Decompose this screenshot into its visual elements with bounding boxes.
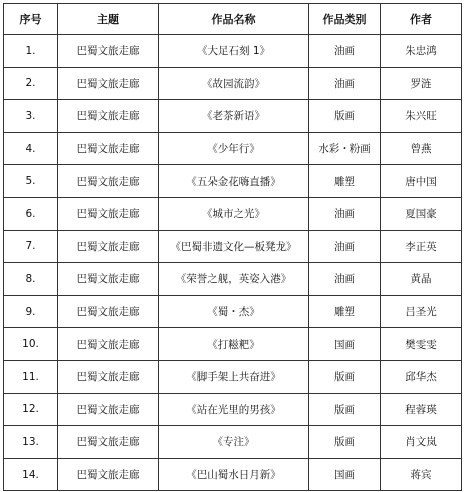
cell-index: 4. bbox=[4, 132, 58, 165]
cell-index: 2. bbox=[4, 67, 58, 100]
cell-title: 《荣誉之舰，英姿入港》 bbox=[159, 263, 309, 296]
cell-category: 版画 bbox=[309, 426, 381, 459]
cell-category: 雕塑 bbox=[309, 165, 381, 198]
header-index: 序号 bbox=[4, 4, 58, 35]
cell-theme: 巴蜀文旅走廊 bbox=[58, 263, 159, 296]
cell-author: 李正英 bbox=[381, 230, 462, 263]
cell-index: 6. bbox=[4, 197, 58, 230]
cell-title: 《打糍粑》 bbox=[159, 328, 309, 361]
cell-index: 10. bbox=[4, 328, 58, 361]
cell-title: 《老茶新语》 bbox=[159, 100, 309, 133]
cell-category: 雕塑 bbox=[309, 295, 381, 328]
cell-theme: 巴蜀文旅走廊 bbox=[58, 132, 159, 165]
cell-title: 《巴蜀非遗文化—板凳龙》 bbox=[159, 230, 309, 263]
header-row bbox=[4, 4, 462, 35]
cell-index: 9. bbox=[4, 295, 58, 328]
cell-category: 国画 bbox=[309, 328, 381, 361]
cell-index: 12. bbox=[4, 393, 58, 426]
cell-category: 油画 bbox=[309, 230, 381, 263]
cell-author: 肖文岚 bbox=[381, 426, 462, 459]
cell-theme: 巴蜀文旅走廊 bbox=[58, 393, 159, 426]
header-author: 作者 bbox=[381, 4, 462, 35]
cell-title: 《少年行》 bbox=[159, 132, 309, 165]
table-row bbox=[4, 426, 462, 459]
table-row bbox=[4, 132, 462, 165]
cell-author: 曾燕 bbox=[381, 132, 462, 165]
table-row bbox=[4, 100, 462, 133]
cell-title: 《故园流韵》 bbox=[159, 67, 309, 100]
cell-title: 《专注》 bbox=[159, 426, 309, 459]
cell-title: 《蜀・杰》 bbox=[159, 295, 309, 328]
table-row bbox=[4, 263, 462, 296]
cell-author: 朱兴旺 bbox=[381, 100, 462, 133]
table-row bbox=[4, 165, 462, 198]
cell-index: 1. bbox=[4, 35, 58, 68]
cell-theme: 巴蜀文旅走廊 bbox=[58, 295, 159, 328]
cell-category: 国画 bbox=[309, 458, 381, 491]
header-title: 作品名称 bbox=[159, 4, 309, 35]
cell-title: 《五朵金花嗨直播》 bbox=[159, 165, 309, 198]
cell-title: 《站在光里的男孩》 bbox=[159, 393, 309, 426]
cell-theme: 巴蜀文旅走廊 bbox=[58, 67, 159, 100]
table-row bbox=[4, 35, 462, 68]
header-theme: 主题 bbox=[58, 4, 159, 35]
table-row bbox=[4, 458, 462, 491]
cell-theme: 巴蜀文旅走廊 bbox=[58, 360, 159, 393]
cell-author: 吕圣光 bbox=[381, 295, 462, 328]
cell-index: 14. bbox=[4, 458, 58, 491]
cell-theme: 巴蜀文旅走廊 bbox=[58, 35, 159, 68]
cell-index: 3. bbox=[4, 100, 58, 133]
cell-category: 版画 bbox=[309, 393, 381, 426]
cell-category: 油画 bbox=[309, 67, 381, 100]
cell-title: 《城市之光》 bbox=[159, 197, 309, 230]
cell-theme: 巴蜀文旅走廊 bbox=[58, 426, 159, 459]
table-body bbox=[4, 35, 462, 491]
cell-author: 朱忠鸿 bbox=[381, 35, 462, 68]
cell-author: 邱华杰 bbox=[381, 360, 462, 393]
cell-theme: 巴蜀文旅走廊 bbox=[58, 165, 159, 198]
cell-index: 5. bbox=[4, 165, 58, 198]
cell-theme: 巴蜀文旅走廊 bbox=[58, 100, 159, 133]
table-row bbox=[4, 295, 462, 328]
cell-theme: 巴蜀文旅走廊 bbox=[58, 458, 159, 491]
table-row bbox=[4, 230, 462, 263]
table-row bbox=[4, 197, 462, 230]
table-row bbox=[4, 393, 462, 426]
cell-author: 黄晶 bbox=[381, 263, 462, 296]
cell-category: 水彩・粉画 bbox=[309, 132, 381, 165]
header-category: 作品类别 bbox=[309, 4, 381, 35]
cell-author: 程蓉瑛 bbox=[381, 393, 462, 426]
cell-title: 《巴山蜀水日月新》 bbox=[159, 458, 309, 491]
cell-title: 《大足石刻 1》 bbox=[159, 35, 309, 68]
table-row bbox=[4, 67, 462, 100]
cell-index: 11. bbox=[4, 360, 58, 393]
cell-category: 版画 bbox=[309, 100, 381, 133]
table-header bbox=[4, 4, 462, 35]
cell-author: 罗涟 bbox=[381, 67, 462, 100]
artworks-table bbox=[3, 3, 462, 491]
cell-index: 13. bbox=[4, 426, 58, 459]
cell-category: 油画 bbox=[309, 263, 381, 296]
cell-author: 蒋宾 bbox=[381, 458, 462, 491]
table-row bbox=[4, 360, 462, 393]
cell-index: 8. bbox=[4, 263, 58, 296]
cell-author: 唐中国 bbox=[381, 165, 462, 198]
cell-author: 夏国豪 bbox=[381, 197, 462, 230]
cell-category: 油画 bbox=[309, 197, 381, 230]
cell-title: 《脚手架上共奋进》 bbox=[159, 360, 309, 393]
cell-category: 油画 bbox=[309, 35, 381, 68]
cell-category: 版画 bbox=[309, 360, 381, 393]
cell-theme: 巴蜀文旅走廊 bbox=[58, 230, 159, 263]
cell-index: 7. bbox=[4, 230, 58, 263]
cell-author: 樊雯雯 bbox=[381, 328, 462, 361]
table-row bbox=[4, 328, 462, 361]
cell-theme: 巴蜀文旅走廊 bbox=[58, 197, 159, 230]
cell-theme: 巴蜀文旅走廊 bbox=[58, 328, 159, 361]
